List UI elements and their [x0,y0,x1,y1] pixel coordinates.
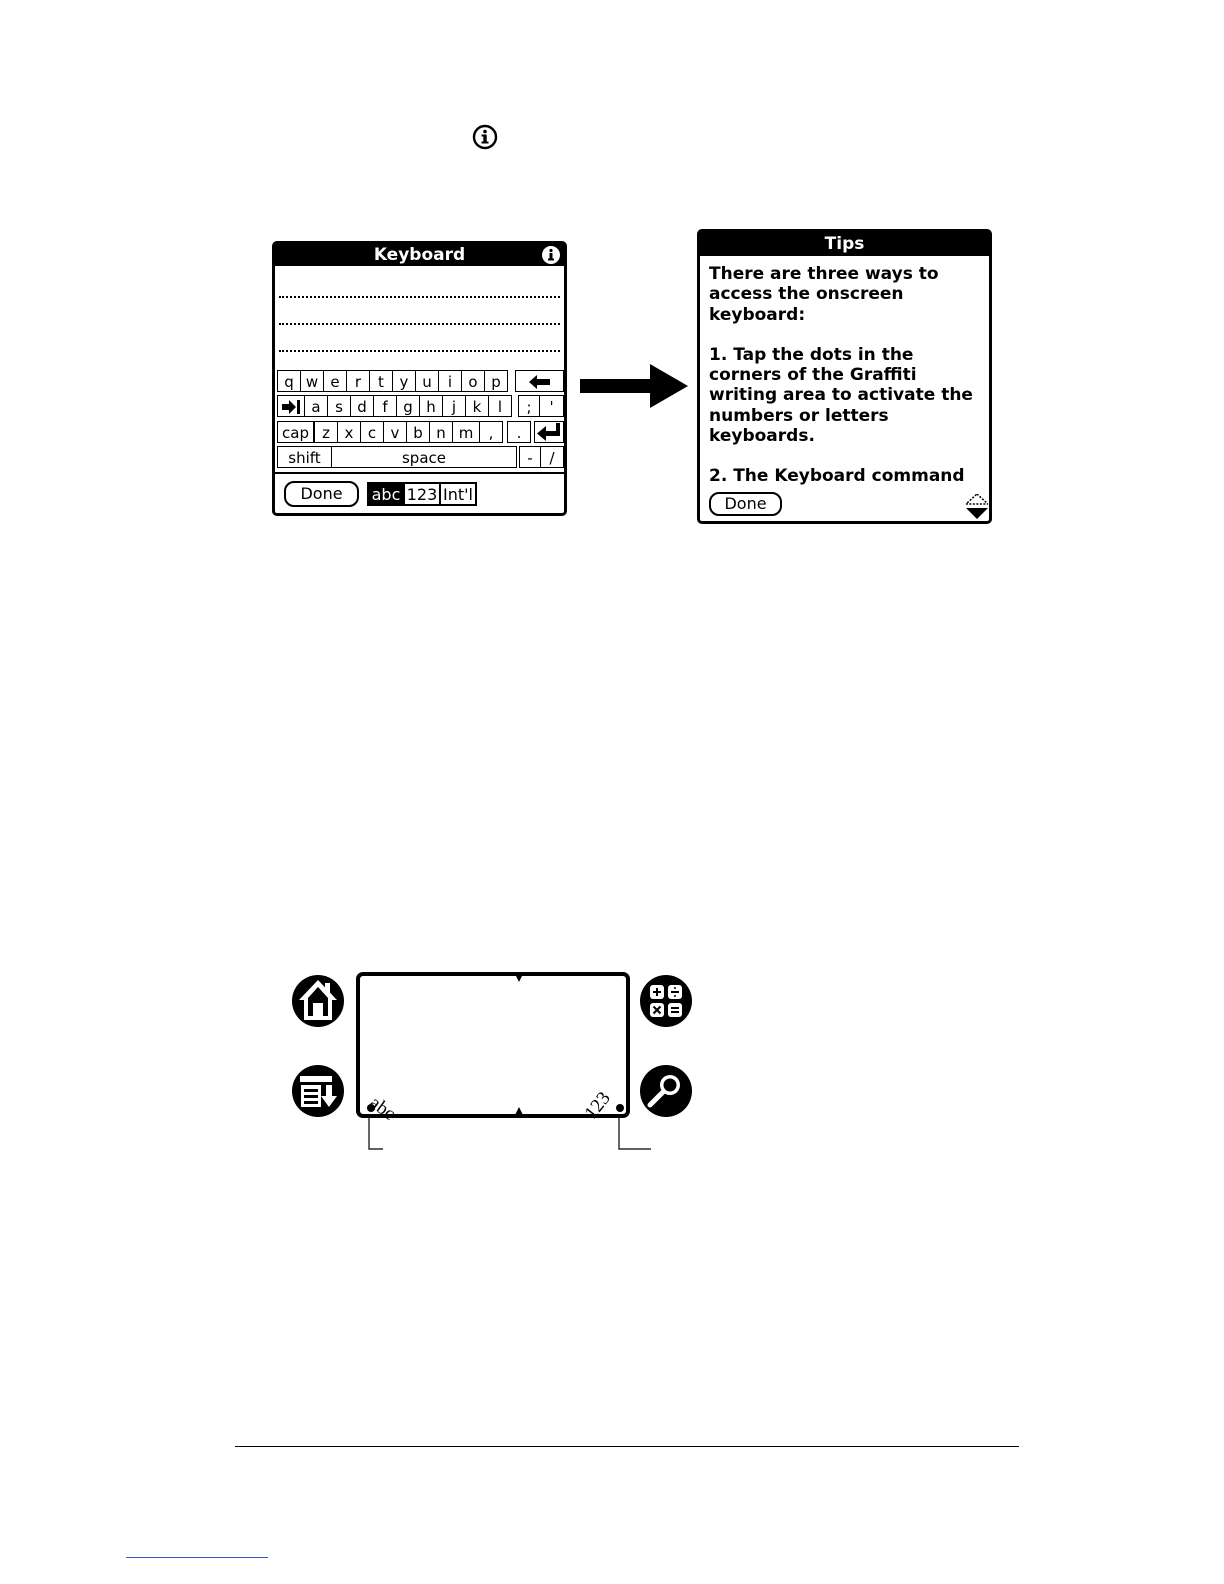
return-arrow-icon [537,423,561,441]
backspace-key[interactable] [515,370,564,392]
callout-line-123 [615,1118,655,1152]
tips-paragraph: There are three ways to access the onscreen keyboard: [709,264,939,325]
info-icon[interactable] [541,245,561,265]
key-i[interactable]: i [438,370,462,392]
dialog-title-bar [700,232,989,256]
calculator-icon[interactable] [639,974,693,1028]
info-icon [472,124,498,150]
key-p[interactable]: p [484,370,508,392]
key-r[interactable]: r [346,370,370,392]
callout-line-abc [365,1118,385,1152]
key-s[interactable]: s [327,395,351,417]
mode-123-button[interactable]: 123 [403,482,441,506]
tab-key[interactable] [277,395,305,417]
graffiti-writing-area[interactable] [356,972,630,1125]
key-n[interactable]: n [429,421,453,443]
key-m[interactable]: m [452,421,480,443]
footer-link-underline[interactable] [126,1557,268,1558]
key-f[interactable]: f [373,395,397,417]
tips-paragraph: 2. The Keyboard command [709,466,965,487]
key-apostrophe[interactable]: ' [539,395,564,417]
tips-dialog [697,229,992,524]
key-semicolon[interactable]: ; [518,395,540,417]
key-a[interactable]: a [304,395,328,417]
key-u[interactable]: u [415,370,439,392]
key-comma[interactable]: , [479,421,503,443]
find-icon[interactable] [639,1064,693,1118]
divider [275,472,564,474]
key-c[interactable]: c [360,421,384,443]
key-d[interactable]: d [350,395,374,417]
key-e[interactable]: e [323,370,347,392]
mode-intl-button[interactable]: Int'l [439,482,477,506]
shift-key[interactable]: shift [277,446,332,468]
key-o[interactable]: o [461,370,485,392]
key-w[interactable]: w [300,370,324,392]
key-x[interactable]: x [337,421,361,443]
text-entry-area[interactable] [275,266,564,366]
123-keyboard-dot[interactable] [616,1104,624,1112]
123-label: 123 [580,1087,615,1124]
key-h[interactable]: h [419,395,443,417]
key-b[interactable]: b [406,421,430,443]
key-g[interactable]: g [396,395,420,417]
return-key[interactable] [534,421,564,443]
key-k[interactable]: k [465,395,489,417]
key-j[interactable]: j [442,395,466,417]
key-v[interactable]: v [383,421,407,443]
done-button[interactable]: Done [709,492,782,516]
key-t[interactable]: t [369,370,393,392]
key-period[interactable]: . [507,421,531,443]
divider-marker-bottom [514,1106,524,1116]
keyboard-dialog [272,241,567,516]
abc-label: abc [365,1092,400,1125]
home-icon[interactable] [291,974,345,1028]
key-y[interactable]: y [392,370,416,392]
key-dash[interactable]: - [519,446,541,468]
dialog-title-bar [275,244,564,266]
right-arrow-icon [578,364,690,408]
footer-rule [235,1446,1019,1447]
mode-abc-button[interactable]: abc [367,482,405,506]
tips-text [709,264,981,487]
space-key[interactable]: space [331,446,517,468]
key-l[interactable]: l [488,395,512,417]
menu-icon[interactable] [291,1064,345,1118]
tab-arrow-icon [281,400,301,414]
keyboard-title: Keyboard [373,245,466,265]
backspace-arrow-icon [529,375,551,389]
cap-key[interactable]: cap [277,421,314,443]
key-q[interactable]: q [277,370,301,392]
key-z[interactable]: z [314,421,338,443]
scroll-arrows-icon[interactable] [966,494,988,520]
tips-title: Tips [824,234,865,254]
key-slash[interactable]: / [540,446,564,468]
tips-paragraph: 1. Tap the dots in the corners of the Graffiti writing area to activate the numbers or letters keyboards. [709,344,973,447]
done-button[interactable]: Done [284,481,359,507]
divider-marker-top [514,974,524,984]
